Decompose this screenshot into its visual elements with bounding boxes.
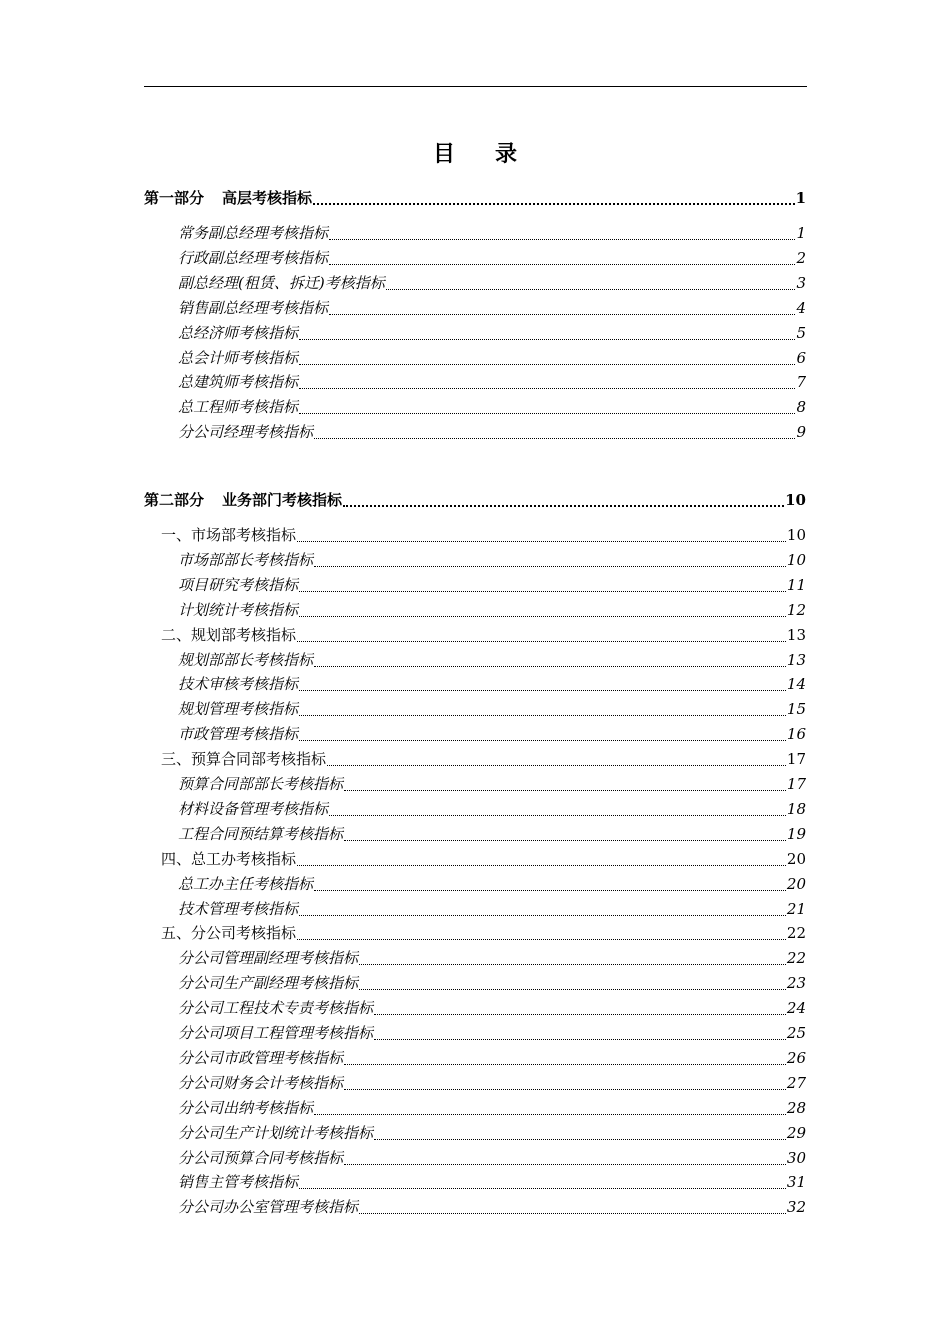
- toc-entry[interactable]: [144, 1195, 806, 1217]
- toc-leader-dots: [299, 1174, 786, 1192]
- toc-entry[interactable]: [144, 1146, 806, 1168]
- toc-page-number: 29: [786, 1123, 806, 1142]
- toc-section-entry[interactable]: [144, 847, 806, 869]
- toc-leader-dots: [386, 275, 796, 293]
- toc-entry[interactable]: [144, 722, 806, 744]
- toc-page-number: 3: [796, 273, 806, 292]
- toc-entry-title: 规划管理考核指标: [178, 700, 299, 719]
- toc-entry-title: 分公司项目工程管理考核指标: [178, 1024, 374, 1042]
- toc-page-number: 5: [796, 323, 806, 342]
- toc-page-number: 10: [786, 550, 806, 569]
- toc-entry[interactable]: [144, 672, 806, 694]
- toc-entry-title: 总会计师考核指标: [178, 348, 299, 367]
- toc-entry[interactable]: [144, 1021, 806, 1043]
- toc-page-number: 19: [786, 824, 806, 843]
- toc-leader-dots: [344, 776, 786, 794]
- toc-leader-dots: [299, 577, 786, 595]
- toc-page-number: 13: [786, 650, 806, 669]
- toc-page-number: 10: [786, 526, 806, 544]
- toc-entry-title: 预算合同部部长考核指标: [178, 775, 344, 793]
- toc-entry[interactable]: [144, 772, 806, 794]
- toc-page-number: 14: [786, 675, 806, 694]
- toc-entry[interactable]: [144, 573, 806, 595]
- toc-part-heading[interactable]: [144, 186, 806, 208]
- toc-page-number: 7: [796, 373, 806, 392]
- toc-entry-title: 分公司生产计划统计考核指标: [178, 1123, 374, 1142]
- toc-entry-title: 三、预算合同部考核指标: [161, 750, 327, 769]
- toc-leader-dots: [314, 424, 795, 442]
- toc-leader-dots: [344, 826, 786, 844]
- toc-entry[interactable]: [144, 996, 806, 1018]
- toc-page-number: 17: [786, 775, 806, 793]
- toc-entry[interactable]: [144, 822, 806, 844]
- toc-section-entry[interactable]: [144, 747, 806, 769]
- toc-page-number: 23: [786, 974, 806, 993]
- toc-leader-dots: [329, 225, 795, 243]
- toc-section-entry[interactable]: [144, 523, 806, 545]
- toc-leader-dots: [313, 190, 795, 208]
- toc-part-title: [144, 490, 342, 510]
- toc-entry[interactable]: [144, 1071, 806, 1093]
- toc-entry-title: 分公司办公室管理考核指标: [178, 1198, 359, 1217]
- toc-section-entry[interactable]: [144, 623, 806, 645]
- toc-entry-title: 分公司财务会计考核指标: [178, 1073, 344, 1092]
- toc-entry-title: 总工办主任考核指标: [178, 874, 314, 893]
- toc-leader-dots: [299, 901, 786, 919]
- toc-entry[interactable]: [144, 296, 806, 318]
- toc-entry[interactable]: [144, 271, 806, 293]
- toc-leader-dots: [299, 602, 786, 620]
- toc-page-number: 6: [796, 348, 806, 367]
- toc-leader-dots: [299, 399, 795, 417]
- toc-entry-title: 市政管理考核指标: [178, 725, 299, 744]
- toc-leader-dots: [299, 374, 795, 392]
- toc-leader-dots: [329, 300, 795, 318]
- toc-entry[interactable]: [144, 648, 806, 670]
- toc-page-number: 4: [796, 298, 806, 317]
- toc-leader-dots: [297, 527, 786, 545]
- toc-page-number: 18: [786, 799, 806, 818]
- toc-entry-title: 分公司市政管理考核指标: [178, 1048, 344, 1067]
- toc-entry[interactable]: [144, 1170, 806, 1192]
- toc-entry-title: 计划统计考核指标: [178, 600, 299, 619]
- toc-entry-title: 分公司预算合同考核指标: [178, 1148, 344, 1167]
- toc-entry[interactable]: [144, 971, 806, 993]
- toc-entry-title: 规划部部长考核指标: [178, 650, 314, 669]
- toc-entry-title: 销售主管考核指标: [178, 1173, 299, 1192]
- toc-leader-dots: [359, 975, 786, 993]
- toc-page-number: 15: [786, 700, 806, 719]
- toc-part-name: 高层考核指标: [222, 189, 313, 207]
- toc-page-number: 11: [786, 575, 806, 594]
- toc-entry-title: 常务副总经理考核指标: [178, 224, 329, 242]
- toc-leader-dots: [314, 552, 786, 570]
- toc-entry-title: 分公司工程技术专责考核指标: [178, 999, 374, 1018]
- toc-page-number: 21: [786, 899, 806, 918]
- toc-part-title: [144, 188, 312, 208]
- toc-leader-dots: [299, 350, 795, 368]
- toc-part-heading[interactable]: [144, 488, 806, 510]
- toc-page-number: 25: [786, 1024, 806, 1042]
- toc-leader-dots: [359, 950, 786, 968]
- toc-leader-dots: [314, 1100, 786, 1118]
- toc-entry[interactable]: [144, 697, 806, 719]
- toc-entry-title: 分公司出纳考核指标: [178, 1098, 314, 1117]
- toc-leader-dots: [314, 652, 786, 670]
- toc-entry-title: 工程合同预结算考核指标: [178, 824, 344, 843]
- toc-page-number: 1: [795, 189, 806, 207]
- toc-leader-dots: [299, 726, 786, 744]
- toc-part-label: 第二部分: [144, 491, 205, 509]
- toc-entry[interactable]: [144, 1096, 806, 1118]
- toc-entry-title: 分公司经理考核指标: [178, 423, 314, 442]
- toc-leader-dots: [299, 676, 786, 694]
- toc-entry-title: 总建筑师考核指标: [178, 373, 299, 392]
- toc-part-name: 业务部门考核指标: [222, 491, 343, 509]
- toc-entry[interactable]: [144, 1046, 806, 1068]
- toc-page-number: 22: [786, 949, 806, 968]
- toc-entry[interactable]: [144, 420, 806, 442]
- toc-entry-title: 一、市场部考核指标: [161, 526, 297, 544]
- toc-leader-dots: [314, 876, 786, 894]
- toc-page-number: 31: [786, 1173, 806, 1192]
- toc-section-entry[interactable]: [144, 921, 806, 943]
- toc-leader-dots: [359, 1199, 786, 1217]
- toc-page-number: 20: [786, 849, 806, 868]
- toc-page-number: 2: [796, 248, 806, 267]
- toc-entry[interactable]: [144, 246, 806, 268]
- toc-page-number: 8: [796, 398, 806, 417]
- toc-entry[interactable]: [144, 548, 806, 570]
- toc-entry-title: 技术审核考核指标: [178, 675, 299, 694]
- toc-leader-dots: [297, 925, 786, 943]
- toc-leader-dots: [374, 1000, 786, 1018]
- toc-entry-title: 副总经理(租赁、拆迁)考核指标: [178, 273, 385, 292]
- toc-page-number: 9: [796, 423, 806, 442]
- toc-leader-dots: [374, 1125, 786, 1143]
- toc-entry-title: 材料设备管理考核指标: [178, 799, 329, 818]
- toc-leader-dots: [299, 701, 786, 719]
- toc-leader-dots: [297, 627, 786, 645]
- toc-leader-dots: [344, 1050, 786, 1068]
- toc-entry-title: 分公司生产副经理考核指标: [178, 974, 359, 993]
- toc-entry[interactable]: [144, 872, 806, 894]
- toc-part-label: 第一部分: [144, 189, 205, 207]
- toc-page-number: 16: [786, 725, 806, 744]
- toc-page-number: 22: [786, 924, 806, 943]
- toc-entry-title: 项目研究考核指标: [178, 575, 299, 594]
- toc-entry[interactable]: [144, 897, 806, 919]
- toc-page-number: 26: [786, 1048, 806, 1067]
- toc-page-number: 1: [796, 224, 806, 242]
- toc-entry-title: 四、总工办考核指标: [161, 849, 297, 868]
- toc-leader-dots: [299, 325, 795, 343]
- toc-leader-dots: [327, 751, 786, 769]
- toc-page-number: 20: [786, 874, 806, 893]
- toc-page-number: 13: [786, 625, 806, 644]
- toc-leader-dots: [329, 250, 795, 268]
- toc-entry-title: 总经济师考核指标: [178, 323, 299, 342]
- title-char-left: 目: [432, 141, 455, 167]
- toc-page-number: 30: [786, 1148, 806, 1167]
- toc-page-number: 32: [786, 1198, 806, 1217]
- toc-leader-dots: [344, 1150, 786, 1168]
- toc-entry-title: 技术管理考核指标: [178, 899, 299, 918]
- toc-entry[interactable]: [144, 797, 806, 819]
- toc-page-number: 24: [786, 999, 806, 1018]
- toc-entry-title: 市场部部长考核指标: [178, 550, 314, 569]
- toc-entry[interactable]: [144, 221, 806, 243]
- toc-leader-dots: [374, 1025, 786, 1043]
- toc-entry[interactable]: [144, 1121, 806, 1143]
- header-rule: [144, 86, 807, 87]
- toc-leader-dots: [343, 492, 784, 510]
- toc-entry-title: 行政副总经理考核指标: [178, 248, 329, 267]
- toc-page-number: 17: [786, 750, 806, 769]
- title-char-right: 录: [495, 141, 518, 167]
- toc-entry[interactable]: [144, 598, 806, 620]
- toc-entry[interactable]: [144, 346, 806, 368]
- toc-entry[interactable]: [144, 370, 806, 392]
- toc-leader-dots: [344, 1075, 786, 1093]
- toc-page-number: 10: [785, 491, 806, 509]
- toc-page-number: 12: [786, 600, 806, 619]
- toc-entry-title: 销售副总经理考核指标: [178, 298, 329, 317]
- toc-entry[interactable]: [144, 395, 806, 417]
- toc-entry[interactable]: [144, 321, 806, 343]
- toc-entry-title: 总工程师考核指标: [178, 398, 299, 417]
- toc-entry-title: 分公司管理副经理考核指标: [178, 949, 359, 968]
- toc-entry[interactable]: [144, 946, 806, 968]
- toc-page-number: 27: [786, 1073, 806, 1092]
- toc-entry-title: 五、分公司考核指标: [161, 924, 297, 943]
- toc-leader-dots: [297, 851, 786, 869]
- toc-entry-title: 二、规划部考核指标: [161, 625, 297, 644]
- toc-page-number: 28: [786, 1098, 806, 1117]
- page-title: [0, 137, 950, 168]
- toc-leader-dots: [329, 801, 786, 819]
